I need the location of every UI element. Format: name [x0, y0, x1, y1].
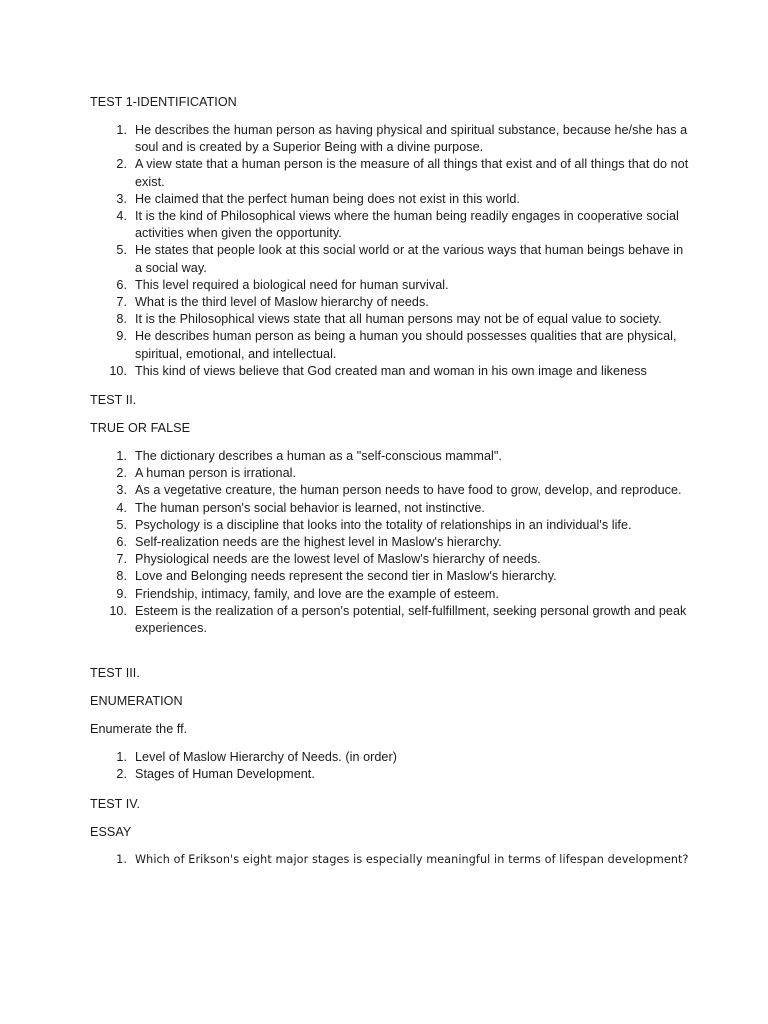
test2-list — [90, 448, 690, 637]
list-item — [90, 766, 690, 783]
list-item-number: 6. — [116, 535, 127, 550]
list-item-text: Love and Belonging needs represent the second tier in Maslow's hierarchy. — [135, 569, 557, 584]
list-item — [90, 534, 690, 551]
list-item-text: A view state that a human person is the measure of all things that exist and of all things that do not exist. — [135, 157, 689, 189]
list-item-text: This level required a biological need for human survival. — [135, 277, 449, 292]
list-item — [90, 603, 690, 637]
list-item — [90, 517, 690, 534]
list-item — [90, 277, 690, 294]
list-item — [90, 500, 690, 517]
list-item-text: A human person is irrational. — [135, 466, 297, 481]
list-item-number: 10. — [109, 363, 127, 378]
test3-heading: TEST III. — [90, 666, 140, 681]
test4-heading: TEST IV. — [90, 796, 141, 811]
list-item-text: Level of Maslow Hierarchy of Needs. (in order) — [135, 750, 397, 765]
list-item-number: 8. — [116, 312, 127, 327]
list-item — [90, 363, 690, 380]
list-item-text: Stages of Human Development. — [135, 767, 315, 782]
list-item-number: 7. — [116, 552, 127, 567]
list-item-number: 6. — [116, 277, 127, 292]
list-item-text: Self-realization needs are the highest level in Maslow's hierarchy. — [135, 535, 502, 550]
list-item — [90, 122, 690, 156]
list-item — [90, 482, 690, 499]
list-item-text: It is the kind of Philosophical views where the human being readily engages in cooperative social activities when given the opportunity. — [135, 209, 679, 241]
test1-list — [90, 122, 690, 380]
list-item — [90, 294, 690, 311]
list-item-text: Psychology is a discipline that looks into the totality of relationships in an individual's life. — [135, 517, 632, 532]
list-item — [90, 551, 690, 568]
list-item-number: 2. — [116, 157, 127, 172]
list-item — [90, 586, 690, 603]
list-item — [90, 328, 690, 362]
list-item — [90, 852, 690, 867]
list-item-text: The human person's social behavior is learned, not instinctive. — [135, 500, 485, 515]
list-item-text: Friendship, intimacy, family, and love are the example of esteem. — [135, 586, 499, 601]
list-item-text: He claimed that the perfect human being does not exist in this world. — [135, 191, 520, 206]
test3-subheading: ENUMERATION — [90, 694, 183, 709]
list-item-text: Physiological needs are the lowest level of Maslow's hierarchy of needs. — [135, 552, 541, 567]
list-item-number: 10. — [109, 603, 127, 618]
list-item-text: As a vegetative creature, the human person needs to have food to grow, develop, and reproduce. — [135, 483, 682, 498]
list-item-number: 3. — [116, 191, 127, 206]
list-item-text: He describes the human person as having physical and spiritual substance, because he/she has a soul and is created by a Superior Being with a divine purpose. — [135, 123, 688, 155]
test3-instruction: Enumerate the ff. — [90, 722, 188, 737]
list-item-number: 1. — [116, 123, 127, 137]
list-item — [90, 749, 690, 766]
list-item-number: 1. — [116, 750, 127, 765]
list-item-number: 8. — [116, 569, 127, 584]
list-item-number: 4. — [116, 500, 127, 515]
list-item-text: The dictionary describes a human as a "self-conscious mammal". — [135, 449, 502, 464]
list-item-number: 5. — [116, 517, 127, 532]
list-item — [90, 448, 690, 465]
test2-subheading: TRUE OR FALSE — [90, 421, 191, 436]
document-content — [90, 94, 690, 879]
list-item — [90, 242, 690, 276]
list-item-number: 5. — [116, 243, 127, 258]
list-item-text: Esteem is the realization of a person's potential, self-fulfillment, seeking personal growth and peak experiences. — [135, 603, 687, 636]
list-item-number: 9. — [116, 586, 127, 601]
list-item-number: 1. — [116, 852, 127, 866]
list-item-text: He describes human person as being a human you should possesses qualities that are physical, spiritual, emotional, and intellectual. — [135, 329, 677, 361]
list-item-text: He states that people look at this social world or at the various ways that human beings behave in a social way. — [135, 243, 684, 275]
list-item — [90, 568, 690, 585]
test1-heading: TEST 1-IDENTIFICATION — [90, 95, 237, 109]
list-item-number: 2. — [116, 466, 127, 481]
test2-heading: TEST II. — [90, 393, 137, 408]
test4-subheading: ESSAY — [90, 824, 132, 839]
list-item-number: 9. — [116, 329, 127, 344]
list-item-number: 2. — [116, 767, 127, 782]
list-item-text: Which of Erikson's eight major stages is especially meaningful in terms of lifespan development? — [135, 852, 689, 866]
list-item-number: 7. — [116, 295, 127, 310]
list-item — [90, 311, 690, 328]
list-item-text: What is the third level of Maslow hierarchy of needs. — [135, 295, 429, 310]
list-item — [90, 156, 690, 190]
test3-list — [90, 749, 690, 783]
list-item-text: This kind of views believe that God created man and woman in his own image and likeness — [135, 363, 647, 378]
list-item-number: 1. — [116, 449, 127, 464]
test4-list — [90, 852, 690, 867]
list-item-text: It is the Philosophical views state that all human persons may not be of equal value to society. — [135, 312, 662, 327]
list-item — [90, 208, 690, 242]
list-item — [90, 465, 690, 482]
list-item-number: 4. — [116, 209, 127, 224]
list-item — [90, 191, 690, 208]
list-item-number: 3. — [116, 483, 127, 498]
